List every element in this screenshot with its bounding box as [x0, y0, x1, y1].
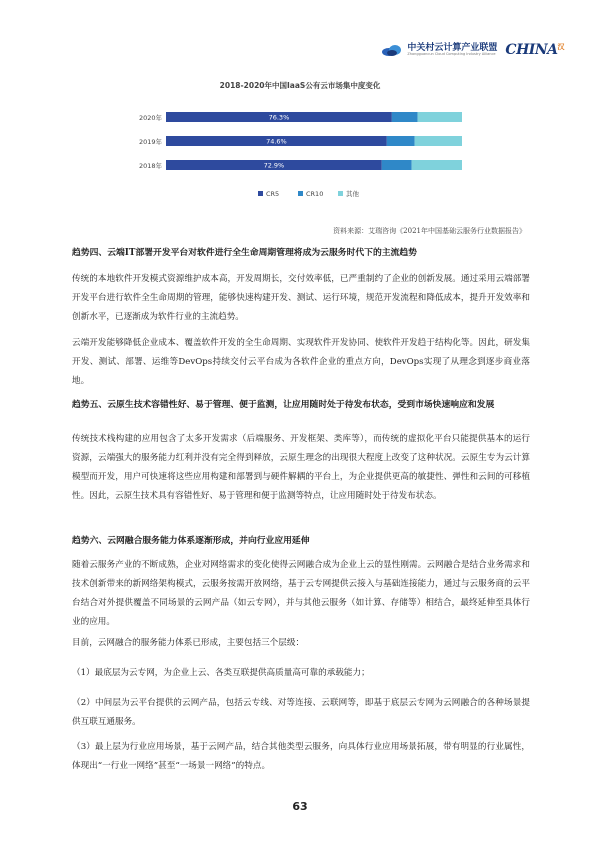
- bar-CR10: [392, 112, 418, 122]
- legend-label: CR5: [266, 190, 280, 198]
- paragraph-trend-5: 传统技术栈构建的应用包含了太多开发需求（后端服务、开发框架、类库等），而传统的虚拟化平台只能提供基本的运行资源，云端强大的服务能力红利并没有完全得到释放，云原生理念的出现很大程度上改变了这种状况。云原生专为云计算模型而开发，用户可快速将这些应用构建和部署到与硬件解耦的平台上，为企业提供更高的敏捷性、弹性和云间的可移植性。因此，云原生技术具有容错性好、易于管理和便于监测等特点，让应用随时处于待发布状态。: [72, 434, 530, 501]
- bar-CR10: [382, 160, 412, 170]
- paragraph-trend-4a: 传统的本地软件开发模式资源维护成本高，开发周期长，交付效率低，已严重制约了企业的创新发展。通过采用云端部署开发平台进行软件全生命周期的管理，能够快速构建开发、测试、运行环境，规范开发流程和降低成本，提升开发效率和创新水平，已逐渐成为软件行业的主流趋势。: [72, 274, 530, 322]
- list-item-layer-1: （1）最底层为云专网，为企业上云、各类互联提供高质量高可靠的承载能力；: [72, 668, 370, 678]
- chart-svg: [110, 90, 490, 225]
- heading-trend-4: 趋势四、云端IT部署开发平台对软件进行全生命周期管理将成为云服务时代下的主流趋势: [72, 248, 417, 258]
- alliance-name-en: Zhongguancun Cloud Computing Industry Alliance: [407, 51, 496, 56]
- bar-CR10: [387, 136, 415, 146]
- legend-label: 其他: [346, 190, 359, 198]
- bar-其他: [418, 112, 462, 122]
- china-logo-main: HINA: [516, 42, 558, 58]
- heading-trend-5: 趋势五、云原生技术容错性好、易于管理、便于监测，让应用随时处于待发布状态，受到市场快速响应和发展: [72, 400, 495, 410]
- market-concentration-chart: [110, 80, 490, 220]
- list-item-layer-3: （3）最上层为行业应用场景，基于云网产品，结合其他类型云服务，向具体行业应用场景拓展，带有明显的行业属性，体现出“一行业一网络”甚至“一场景一网络”的特点。: [72, 742, 530, 771]
- bar-data-label: 74.6%: [266, 137, 287, 146]
- category-label: 2020年: [138, 114, 162, 122]
- list-item-layer-2: （2）中间层为云平台提供的云网产品，包括云专线、对等连接、云联网等，即基于底层云专网为云网融合的各种场景提供互联互通服务。: [72, 698, 530, 727]
- china-logo-sub: 汉: [557, 42, 564, 51]
- legend-swatch: [298, 191, 303, 196]
- page-header: [381, 38, 564, 62]
- chart-source: 资料来源：艾瑞咨询《2021年中国基础云服务行业数据报告》: [333, 227, 526, 235]
- category-label: 2018年: [138, 162, 162, 170]
- chart-title: 2018-2020年中国IaaS公有云市场集中度变化: [219, 81, 381, 90]
- bar-其他: [415, 136, 462, 146]
- paragraph-trend-6a: 随着云服务产业的不断成熟，企业对网络需求的变化使得云网融合成为企业上云的显性刚需。云网融合是结合业务需求和技术创新带来的新网络架构模式，云服务按需开放网络，基于云专网提供云接入与基础连接能力，通过与云服务商的云平台结合对外提供覆盖不同场景的云网产品（如云专网），并与其他云服务（如计算、存储等）相结合，最终延伸至具体行业的应用。: [72, 560, 530, 627]
- bar-data-label: 72.9%: [263, 161, 285, 170]
- page-number: 63: [292, 800, 308, 813]
- alliance-logo: [381, 43, 497, 57]
- heading-trend-6: 趋势六、云网融合服务能力体系逐渐形成，并向行业应用延伸: [72, 536, 310, 546]
- cloud-logo-icon: [381, 43, 403, 57]
- china-logo: [505, 42, 564, 58]
- paragraph-trend-6b: 目前，云网融合的服务能力体系已形成，主要包括三个层级：: [72, 638, 305, 648]
- bar-其他: [412, 160, 462, 170]
- alliance-name-cn: 中关村云计算产业联盟: [407, 42, 498, 53]
- legend-swatch: [258, 191, 263, 196]
- category-label: 2019年: [138, 138, 162, 146]
- paragraph-trend-4b: 云端开发能够降低企业成本、覆盖软件开发的全生命周期、实现软件开发协同、使软件开发趋于结构化等。因此，研发集开发、测试、部署、运维等DevOps持续交付云平台成为各软件企业的重点方向，DevOps实现了从理念到逐步商业落地。: [72, 338, 530, 386]
- bar-data-label: 76.3%: [268, 113, 290, 122]
- legend-label: CR10: [306, 190, 324, 198]
- china-logo-c: C: [505, 42, 517, 58]
- legend-swatch: [338, 191, 343, 196]
